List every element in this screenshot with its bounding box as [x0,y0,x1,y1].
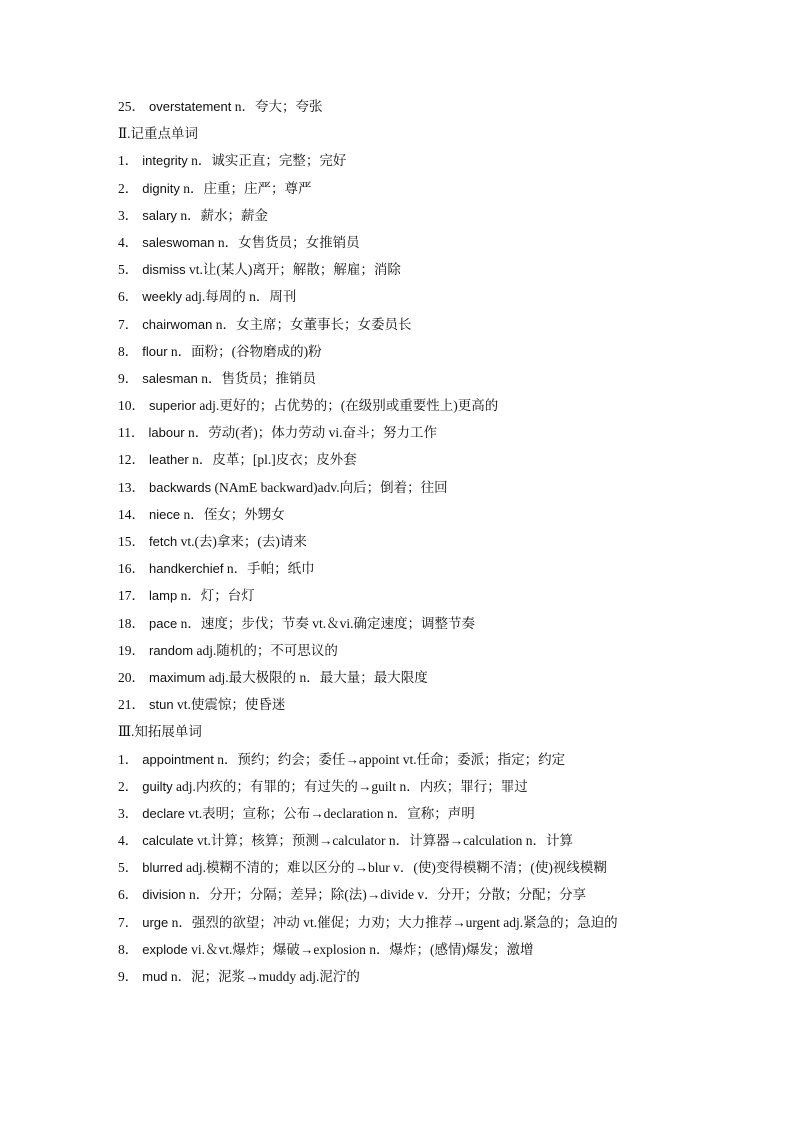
entry-word: niece [149,506,181,522]
vocab-entry [118,827,738,854]
entry-word: urge [142,914,169,930]
entry-definition: n．强烈的欲望；冲动 vt.催促；力劝；大力推荐→urgent adj.紧急的；急迫的 [168,914,618,930]
section-heading: Ⅲ.知拓展单词 [118,724,202,740]
vocab-entry [118,963,738,990]
document-page [118,93,738,990]
entry-number: 2． [118,180,139,196]
entry-definition: n．面粉；(谷物磨成的)粉 [167,343,322,359]
entry-number: 1． [118,751,139,767]
entry-word: pace [149,615,178,631]
entry-definition: n．灯；台灯 [177,588,255,604]
entry-word: salesman [142,370,198,386]
entry-number: 18． [118,615,145,631]
entry-number: 19． [118,642,145,658]
entry-number: 6． [118,887,139,903]
vocab-entry [118,501,738,528]
entry-definition: vt.(去)拿来；(去)请来 [177,534,307,549]
entry-number: 15． [118,534,145,549]
entry-definition: adj.最大极限的 n．最大量；最大限度 [205,669,428,685]
entry-word: chairwoman [142,316,213,332]
entry-definition: n．泥；泥浆→muddy adj.泥泞的 [167,969,360,984]
entry-definition: n．女售货员；女推销员 [214,234,360,250]
entry-definition: vt.让(某人)离开；解散；解雇；消除 [185,262,401,278]
vocab-entry [118,365,738,392]
entry-definition: n．女主席；女董事长；女委员长 [212,316,412,332]
entry-definition: n．速度；步伐；节奏 vt.＆vi.确定速度；调整节奏 [177,615,475,631]
entry-word: flour [142,343,168,359]
entry-number: 10． [118,398,145,414]
entry-word: backwards [149,479,212,495]
vocab-entry [118,555,738,582]
entry-number: 7． [118,316,139,332]
entry-word: fetch [149,534,178,549]
entry-number: 13． [118,479,145,495]
vocab-entry [118,528,738,555]
entry-word: maximum [149,669,206,685]
entry-word: appointment [142,751,214,767]
entry-word: labour [148,425,185,441]
entry-number: 21． [118,697,145,713]
entry-word: overstatement [149,99,232,114]
entry-definition: vi.＆vt.爆炸；爆破→explosion n．爆炸；(感情)爆发；激增 [187,941,534,957]
vocab-entry [118,392,738,419]
entry-number: 12． [118,452,145,468]
entry-number: 16． [118,561,145,577]
entry-word: division [142,887,186,903]
entry-word: weekly [142,289,182,305]
entry-number: 3． [118,207,139,223]
entry-definition: vt.使震惊；使昏迷 [173,697,286,713]
vocab-entry [118,147,738,174]
section-heading: Ⅱ.记重点单词 [118,126,199,142]
entry-number: 4． [118,234,139,250]
vocab-entry [118,936,738,963]
entry-number: 9． [118,370,139,386]
entry-word: handkerchief [149,561,224,577]
vocab-entry [118,93,738,120]
entry-word: blurred [142,860,183,876]
entry-definition: n．夸大；夸张 [231,99,323,114]
vocab-entry [118,881,738,908]
entry-word: guilty [142,778,173,794]
vocab-entry [118,446,738,473]
vocab-entry [118,637,738,664]
entry-word: random [149,642,194,658]
vocab-entry [118,582,738,609]
vocab-entry [118,202,738,229]
entry-word: dignity [142,180,180,196]
entry-word: superior [149,398,196,414]
entry-definition: n．庄重；庄严；尊严 [179,180,312,196]
entry-number: 4． [118,833,139,849]
entry-number: 7． [118,914,139,930]
entry-word: lamp [149,588,178,604]
entry-definition: (NAmE backward)adv.向后；倒着；往回 [211,479,448,495]
entry-definition: adj.更好的；占优势的；(在级别或重要性上)更高的 [195,398,499,414]
entry-number: 5． [118,262,139,278]
vocab-entry [118,175,738,202]
entry-definition: n．侄女；外甥女 [180,506,285,522]
entry-definition: n．售货员；推销员 [197,370,317,386]
vocab-entry [118,800,738,827]
vocab-entry [118,474,738,501]
entry-definition: n．分开；分隔；差异；除(法)→divide v．分开；分散；分配；分享 [185,887,587,903]
entry-word: stun [149,697,174,713]
entry-word: integrity [142,153,188,169]
entry-definition: vt.计算；核算；预测→calculator n．计算器→calculation n．计算 [193,833,573,849]
entry-word: calculate [142,833,194,849]
vocab-entry [118,746,738,773]
vocab-entry [118,773,738,800]
vocab-entry [118,419,738,446]
vocab-entry [118,691,738,718]
entry-definition: n．薪水；薪金 [176,207,269,223]
entry-word: mud [142,969,168,984]
entry-number: 9． [118,969,139,984]
entry-number: 11． [118,425,145,441]
entry-definition: adj.内疚的；有罪的；有过失的→guilt n．内疚；罪行；罪过 [172,778,528,794]
entry-definition: adj.模糊不清的；难以区分的→blur v．(使)变得模糊不清；(使)视线模糊 [182,860,607,876]
vocab-entry [118,854,738,881]
entry-definition: n．劳动(者)；体力劳动 vi.奋斗；努力工作 [184,425,438,441]
vocab-entry [118,338,738,365]
entry-number: 2． [118,778,139,794]
entry-definition: adj.每周的 n．周刊 [182,289,297,305]
entry-number: 6． [118,289,139,305]
vocab-entry [118,610,738,637]
entry-word: saleswoman [142,234,215,250]
entry-number: 20． [118,669,145,685]
entry-number: 17． [118,588,145,604]
entry-definition: n．诚实正直；完整；完好 [187,153,347,169]
entry-definition: n．皮革；[pl.]皮衣；皮外套 [188,452,357,468]
entry-definition: n．手帕；纸巾 [223,561,315,577]
entry-word: leather [149,452,189,468]
vocab-entry [118,909,738,936]
entry-word: dismiss [142,262,186,278]
vocab-entry [118,229,738,256]
entry-number: 1． [118,153,139,169]
entry-definition: adj.随机的；不可思议的 [193,642,338,658]
entry-definition: vt.表明；宣称；公布→declaration n．宣称；声明 [184,805,475,821]
entry-definition: n．预约；约会；委任→appoint vt.任命；委派；指定；约定 [213,751,566,767]
entry-word: declare [142,805,185,821]
entry-number: 14． [118,506,145,522]
entry-number: 8． [118,941,139,957]
entry-word: explode [142,941,188,957]
entry-number: 3． [118,805,139,821]
entry-number: 8． [118,343,139,359]
entry-number: 25． [118,99,145,114]
vocab-entry [118,311,738,338]
vocab-entry [118,664,738,691]
entry-word: salary [142,207,177,223]
vocab-entry [118,256,738,283]
vocab-entry [118,283,738,310]
entry-number: 5． [118,860,139,876]
